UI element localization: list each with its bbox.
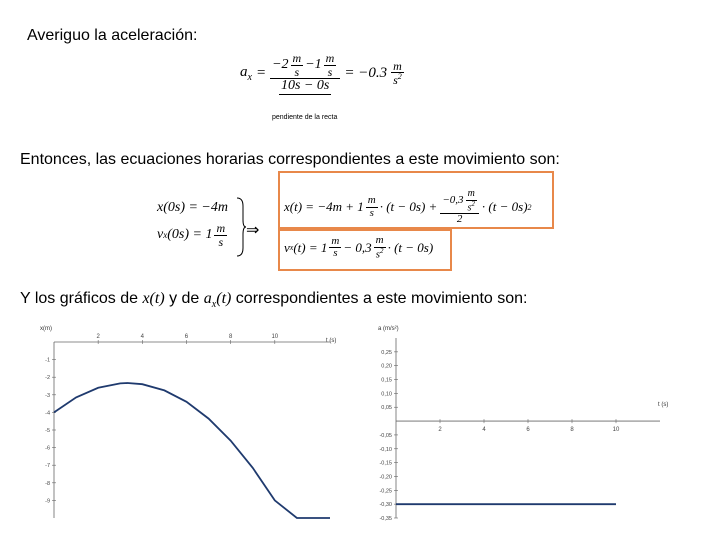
accel-fraction: −2 $\frac{m}{s}$ −1 $\frac{m}{s}$ 10s − 0s	[270, 52, 340, 95]
a-y-tick-label: 0,15	[381, 377, 392, 384]
x-y-tick-label: -6	[45, 445, 50, 452]
a-y-tick-label: -0,25	[379, 488, 392, 495]
a-y-tick-label: 0,20	[381, 363, 392, 370]
a-y-tick-label: 0,25	[381, 349, 392, 356]
heading-acceleration: Averiguo la aceleración:	[27, 27, 198, 44]
a-y-tick-label: 0,05	[381, 405, 392, 412]
accel-units: $\frac{m}{s^2}$	[393, 58, 402, 88]
x-x-tick-label: 10	[271, 334, 279, 340]
heading-equations: Entonces, las ecuaciones horarias correspondientes a este movimiento son:	[20, 151, 560, 168]
a-x-tick-label: 8	[570, 427, 574, 434]
accel-equals: =	[255, 64, 267, 81]
accel-lhs: $a_x$	[240, 63, 252, 83]
x-y-tick-label: -5	[45, 428, 50, 434]
x-x-tick-label: 2	[96, 334, 100, 340]
position-chart	[30, 318, 350, 538]
heading-graphs: Y los gráficos de x(t) y de $a_x(t)$ correspondientes a este movimiento son:	[20, 290, 528, 311]
velocity-equation-box: v x (t) = 1 $\frac{m}{s}$ − 0,3 $\frac{m}{s^2}$ · (t − 0s)	[278, 229, 452, 271]
x-y-tick-label: -2	[45, 375, 50, 382]
a-y-tick-label: -0,35	[379, 516, 392, 522]
initial-v: v x (0s) = 1 $\frac{m}{s}$	[157, 221, 226, 249]
accel-result: = −0.3	[344, 64, 388, 81]
x-chart-xlabel: t (s)	[326, 338, 337, 344]
x-series-line	[54, 383, 330, 518]
x-y-tick-label: -3	[45, 392, 50, 399]
x-chart-ylabel: x(m)	[40, 326, 52, 332]
a-y-tick-label: 0,10	[381, 391, 392, 398]
a-y-tick-label: -0,10	[379, 446, 392, 453]
x-y-tick-label: -4	[45, 410, 50, 417]
initial-x: x(0s) = −4m	[157, 200, 228, 215]
x-y-tick-label: -9	[45, 498, 50, 505]
a-x-tick-label: 4	[482, 427, 486, 434]
x-y-tick-label: -1	[45, 357, 50, 364]
a-y-tick-label: -0,30	[379, 502, 392, 509]
acceleration-chart	[370, 318, 680, 538]
acceleration-formula	[240, 52, 404, 95]
a-x-tick-label: 10	[612, 427, 620, 434]
a-y-tick-label: -0,15	[379, 460, 392, 467]
a-y-tick-label: -0,20	[379, 474, 392, 481]
a-y-tick-label: -0,05	[379, 432, 392, 439]
x-x-tick-label: 8	[228, 334, 233, 340]
implies-arrow: ⇒	[246, 222, 260, 239]
x-y-tick-label: -7	[45, 463, 50, 470]
x-y-tick-label: -8	[45, 480, 50, 487]
x-x-tick-label: 6	[184, 334, 189, 340]
x-x-tick-label: 4	[140, 334, 144, 340]
a-chart-ylabel: a (m/s²)	[378, 326, 399, 332]
position-equation-box: x(t) = −4m + 1 $\frac{m}{s}$ · (t − 0s) + −0,3 $\frac{m}{s^2}$ 2 · (t − 0s) 2	[278, 171, 554, 229]
brace-label: pendiente de la recta	[272, 114, 338, 121]
a-x-tick-label: 6	[526, 427, 530, 434]
a-chart-xlabel: t (s)	[658, 402, 669, 408]
a-x-tick-label: 2	[438, 427, 442, 434]
